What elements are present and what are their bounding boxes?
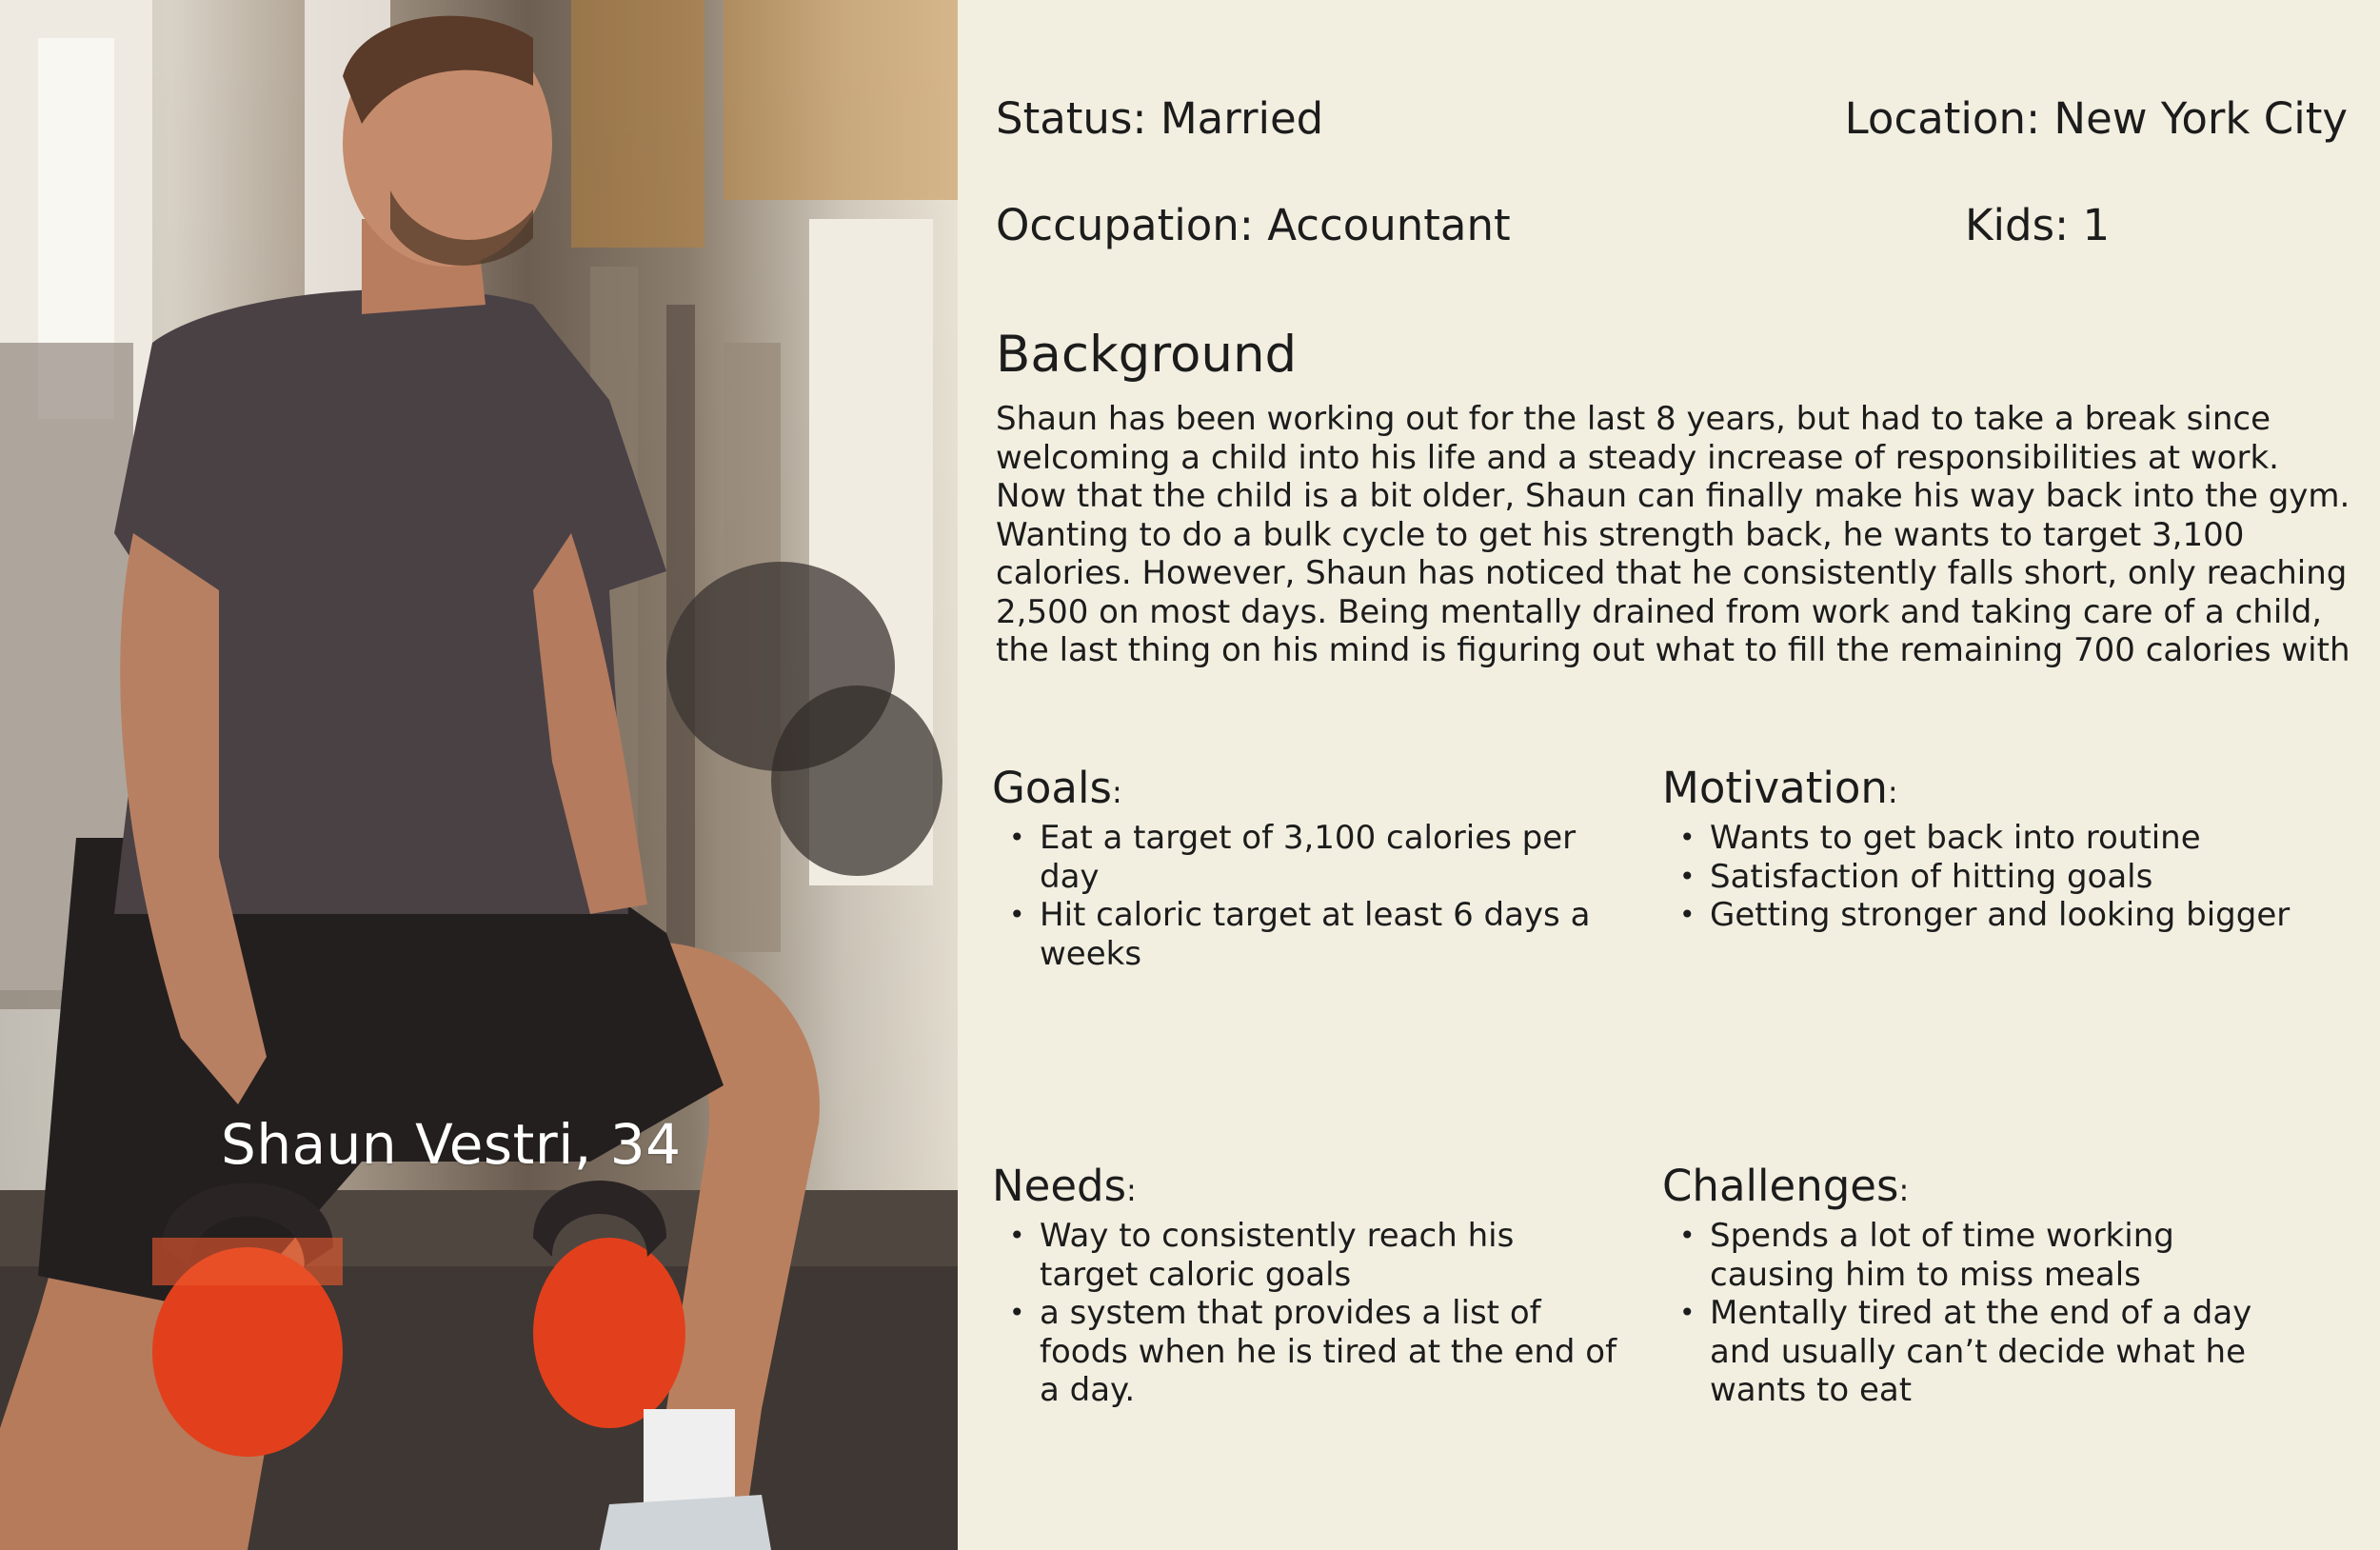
- challenge-text: Mentally tired at the end of a day and usually can’t decide what he wants to eat: [1710, 1294, 2252, 1409]
- challenges-title: Challenges: [1662, 1161, 1899, 1211]
- bullet-icon: •: [1679, 899, 1696, 930]
- motivation-title: Motivation: [1662, 763, 1888, 813]
- challenge-text: Spends a lot of time working causing him to miss meals: [1710, 1217, 2174, 1294]
- challenges-heading: [1662, 1160, 2291, 1217]
- need-text: a system that provides a list of foods when he is tired at the end of a day.: [1040, 1294, 1617, 1409]
- needs-section: [992, 1160, 1620, 1410]
- challenges-colon: :: [1898, 1172, 1910, 1208]
- motivation-colon: :: [1887, 774, 1898, 810]
- motivation-text: Wants to get back into routine: [1710, 819, 2201, 857]
- list-item: [992, 1294, 1620, 1410]
- challenges-list: [1662, 1217, 2291, 1410]
- list-item: [1662, 1294, 2291, 1410]
- goals-heading: [992, 762, 1620, 819]
- bullet-icon: •: [1679, 860, 1696, 892]
- gym-scene-illustration: [0, 0, 958, 1550]
- bullet-icon: •: [1009, 1297, 1025, 1328]
- goals-colon: :: [1111, 774, 1122, 810]
- list-item: [1662, 1217, 2291, 1294]
- occupation-label: Occupation: Accountant: [996, 200, 1511, 250]
- goals-title: Goals: [992, 763, 1112, 813]
- bullet-icon: •: [1679, 822, 1696, 853]
- bullet-icon: •: [1679, 1220, 1696, 1251]
- bullet-icon: •: [1009, 899, 1025, 930]
- goals-section: [992, 762, 1620, 973]
- list-item: [1662, 819, 2291, 858]
- need-text: Way to consistently reach his target caloric goals: [1040, 1217, 1515, 1294]
- goals-list: [992, 819, 1620, 973]
- motivation-text: Satisfaction of hitting goals: [1710, 857, 2153, 896]
- bullet-icon: •: [1009, 1220, 1025, 1251]
- list-item: [992, 1217, 1620, 1294]
- bullet-icon: •: [1009, 822, 1025, 853]
- needs-list: [992, 1217, 1620, 1410]
- challenges-section: [1662, 1160, 2291, 1410]
- background-heading: Background: [996, 326, 1298, 384]
- motivation-list: [1662, 819, 2291, 935]
- list-item: [1662, 858, 2291, 897]
- motivation-heading: [1662, 762, 2291, 819]
- status-label: Status: Married: [996, 93, 1324, 144]
- needs-heading: [992, 1160, 1620, 1217]
- background-text: Shaun has been working out for the last 8 years, but had to take a break since welcoming a child into his life and a steady increase of responsibilities at work. Now that the child is a bit older, Shaun can finally make his way back into the gym. Wanting to do a bulk cycle to get his strength back, he wants to target 3,100 calories. However, Shaun has noticed that he consistently falls short, only reaching 2,500 on most days. Being mentally drained from work and taking care of a child, the last thing on his mind is figuring out what to fill the remaining 700 calories with: [996, 400, 2350, 669]
- needs-title: Needs: [992, 1161, 1127, 1211]
- goal-text: Hit caloric target at least 6 days a weeks: [1040, 896, 1591, 973]
- motivation-section: [1662, 762, 2291, 935]
- list-item: [1662, 896, 2291, 935]
- goal-text: Eat a target of 3,100 calories per day: [1040, 819, 1577, 896]
- persona-photo: [0, 0, 958, 1550]
- persona-name-caption: Shaun Vestri, 34: [221, 1112, 682, 1177]
- list-item: [992, 896, 1620, 973]
- bullet-icon: •: [1679, 1297, 1696, 1328]
- needs-colon: :: [1126, 1172, 1137, 1208]
- location-label: Location: New York City: [1844, 93, 2348, 144]
- list-item: [992, 819, 1620, 896]
- motivation-text: Getting stronger and looking bigger: [1710, 896, 2291, 934]
- kids-label: Kids: 1: [1965, 200, 2111, 250]
